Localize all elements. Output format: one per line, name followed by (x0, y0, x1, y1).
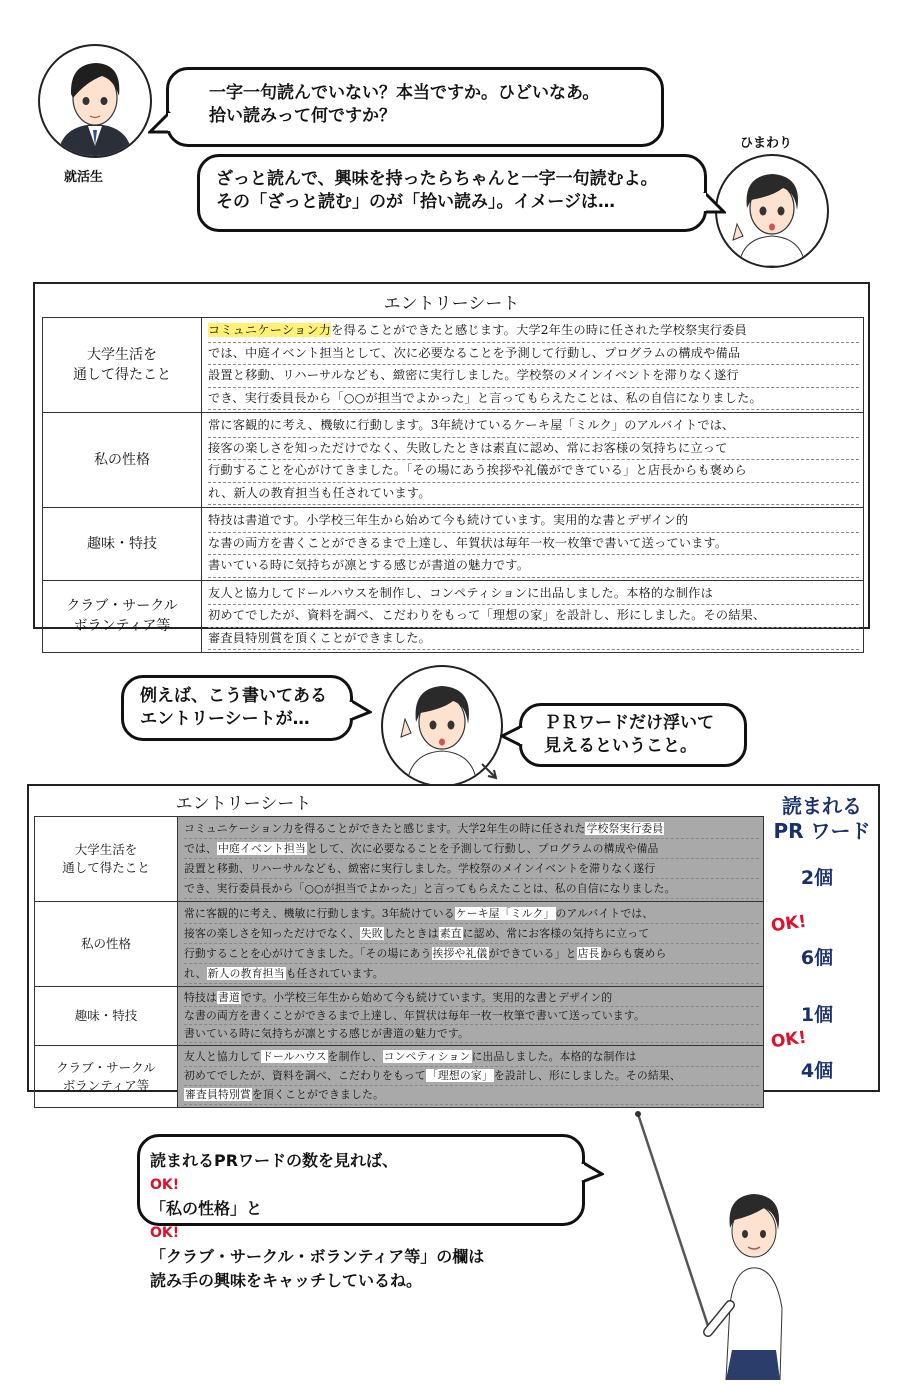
bubble-tail (500, 724, 524, 752)
pr-word: ドールハウス (261, 1050, 327, 1063)
text-line: 初めてでしたが、資料を調べ、こだわりをもって「理想の家」を設計し、形にしました。その結果、 (208, 605, 859, 628)
category-line: ボランティア等 (62, 1077, 150, 1093)
text-line: でき、実行委員長から「○○が担当でよかった」と言ってもらえたことは、私の自信になりました。 (184, 879, 759, 899)
student-avatar (38, 44, 152, 158)
highlighted-word: コミュニケーション力 (208, 323, 332, 337)
pr-word: コンペティション (383, 1050, 471, 1063)
text-line: な書の両方を書くことができるまで上達し、年賀状は毎年一枚一枚筆で書いて送っています。 (208, 533, 859, 556)
pr-word: 書道 (218, 991, 240, 1004)
category-line: 通して得たこと (73, 367, 171, 383)
bubble-line: その「ざっと読む」のが「拾い読み」。イメージは… (216, 192, 615, 212)
row-text (178, 1046, 764, 1108)
pr-count: 1個 (800, 1004, 834, 1026)
text-line: 友人と協力してドールハウスを制作し、コンペティションに出品しました。本格的な制作は (208, 583, 859, 606)
category-line: クラブ・サークル (56, 1059, 156, 1075)
pointer-tip-icon (635, 1111, 641, 1117)
row-text (202, 318, 864, 413)
row-text (178, 987, 764, 1046)
table-row (43, 508, 864, 581)
pr-count-header (767, 794, 877, 844)
text-line: 行動することを心がけてきました。「その場にあう挨拶や礼儀ができている」と店長からも褒めら (184, 944, 759, 964)
ok-badge: OK! (150, 1225, 180, 1241)
row-category (43, 580, 202, 653)
text-line: 友人と協力してドールハウスを制作し、コンペティションに出品しました。本格的な制作は (184, 1048, 759, 1067)
text-line: 接客の楽しさを知っただけでなく、失敗したときは素直に認め、常にお客様の気持ちに立って (208, 438, 859, 461)
text-line: 初めてでしたが、資料を調べ、こだわりをもって「理想の家」を設計し、形にしました。その結果、 (184, 1067, 759, 1086)
student-face-icon (40, 46, 150, 156)
bubble-line (150, 1149, 582, 1221)
text-line: コミュニケーション力を得ることができたと感じます。大学2年生の時に任された学校祭実行委員 (184, 819, 759, 839)
pr-count: 4個 (800, 1060, 834, 1082)
row-text (202, 508, 864, 581)
ok-badge: OK! (150, 1177, 180, 1193)
sheet-title: エントリーシート (175, 794, 312, 814)
row-text (202, 413, 864, 508)
table-row (43, 318, 864, 413)
pointing-hand-icon (478, 760, 502, 784)
row-text (202, 580, 864, 653)
teacher-figure (630, 1110, 820, 1380)
category-line: 通して得たこと (62, 860, 150, 875)
text-line: 書いている時に気持ちが凛とする感じが書道の魅力です。 (208, 555, 859, 578)
pr-word: 素直 (439, 927, 462, 940)
himawari-avatar (715, 154, 829, 268)
row-category: 趣味・特技 (43, 508, 202, 581)
himawari-label: ひまわり (740, 136, 793, 151)
entry-sheet-pr (27, 784, 880, 1101)
row-category (35, 1046, 178, 1108)
example-speech-bubble (121, 675, 353, 741)
row-category (35, 817, 178, 902)
row-category: 私の性格 (35, 902, 178, 987)
entry-sheet-pr-table (34, 816, 764, 1108)
himawari-face-icon (717, 156, 827, 266)
text-line: 特技は書道です。小学校三年生から始めて今も続けています。実用的な書とデザイン的 (208, 510, 859, 533)
text-line: れ、新人の教育担当も任されています。 (208, 483, 859, 506)
bubble-line: 見えるということ。 (544, 736, 697, 756)
text-line: な書の両方を書くことができるまで上達し、年賀状は毎年一枚一枚筆で書いて送っています。 (184, 1007, 759, 1025)
bubble-line: ＰＲワードだけ浮いて (544, 713, 714, 733)
bubble-line: 読み手の興味をキャッチしているね。 (150, 1271, 423, 1290)
category-line: 大学生活を (87, 347, 157, 363)
trousers-icon (726, 1350, 780, 1380)
pr-word: 学校祭実行委員 (586, 822, 664, 835)
ok-badge: OK! (769, 1027, 808, 1053)
entry-sheet-table (42, 317, 864, 653)
pr-word: 失敗 (360, 927, 383, 940)
row-category: 趣味・特技 (35, 987, 178, 1046)
pr-word: 「理想の家」 (426, 1069, 493, 1082)
text-line: 設置と移動、リハーサルなども、緻密に実行しました。学校祭のメインイベントを滞りなく遂行 (208, 365, 859, 388)
header-line: 読まれる (782, 794, 862, 818)
pr-word: ケーキ屋「ミルク」 (455, 907, 555, 920)
student-speech-bubble (166, 67, 664, 147)
table-row (35, 1046, 764, 1108)
bubble-tail (702, 190, 726, 218)
row-category (43, 318, 202, 413)
row-text (178, 817, 764, 902)
text-line: 設置と移動、リハーサルなども、緻密に実行しました。学校祭のメインイベントを滞りなく遂行 (184, 859, 759, 879)
header-line: PR ワード (773, 819, 871, 843)
pr-word-speech-bubble (519, 703, 747, 767)
text-line: では、中庭イベント担当として、次に必要なることを予測して行動し、プログラムの構成や備品 (208, 343, 859, 366)
table-row (35, 987, 764, 1046)
text-line: 接客の楽しさを知っただけでなく、失敗したときは素直に認め、常にお客様の気持ちに立って (184, 924, 759, 944)
entry-sheet (33, 282, 870, 645)
text-line: でき、実行委員長から「○○が担当でよかった」と言ってもらえたことは、私の自信になりました。 (208, 388, 859, 411)
bubble-line: 拾い読みって何ですか？ (209, 106, 396, 126)
text-line: 審査員特別賞を頂くことができました。 (208, 628, 859, 651)
category-line: クラブ・サークル (66, 598, 178, 615)
bubble-line: 一字一句読んでいない？本当ですか。ひどいなあ。 (209, 83, 600, 103)
category-line: 大学生活を (74, 842, 138, 857)
bubble-tail (348, 698, 372, 726)
table-row (43, 580, 864, 653)
bubble-text: 「クラブ・サークル・ボランティア等」の欄は (150, 1247, 485, 1266)
text-line: れ、新人の教育担当も任されています。 (184, 964, 759, 984)
table-row (43, 413, 864, 508)
pr-count: 2個 (800, 867, 834, 889)
student-label: 就活生 (64, 170, 104, 185)
table-row (35, 902, 764, 987)
row-category: 私の性格 (43, 413, 202, 508)
pr-word: 中庭イベント担当 (218, 842, 306, 855)
text-line: 審査員特別賞を頂くことができました。 (184, 1086, 759, 1105)
text-line: 常に客観的に考え、機敏に行動します。3年続けているケーキ屋「ミルク」のアルバイトでは、 (184, 904, 759, 924)
sheet-title: エントリーシート (383, 294, 520, 314)
pr-word: 挨拶や礼儀 (432, 947, 488, 960)
text-line: 行動することを心がけてきました。「その場にあう挨拶や礼儀ができている」と店長からも褒めら (208, 460, 859, 483)
bubble-line (150, 1221, 582, 1269)
text-line: では、中庭イベント担当として、次に必要なることを予測して行動し、プログラムの構成や備品 (184, 839, 759, 859)
text-line: 常に客観的に考え、機敏に行動します。3年続けているケーキ屋「ミルク」のアルバイトでは、 (208, 415, 859, 438)
pr-count: 6個 (800, 947, 834, 969)
table-row (35, 817, 764, 902)
text-line: 書いている時に気持ちが凛とする感じが書道の魅力です。 (184, 1025, 759, 1043)
text-line: コミュニケーション力を得ることができたと感じます。大学2年生の時に任された学校祭実行委員 (208, 320, 859, 343)
pointer-stick-icon (638, 1114, 710, 1332)
pr-word: 審査員特別賞 (185, 1088, 251, 1101)
bubble-line: エントリーシートが… (140, 709, 310, 729)
conclusion-speech-bubble (137, 1134, 585, 1290)
bubble-tail (580, 1160, 604, 1188)
bubble-line: 例えば、こう書いてある (140, 686, 327, 706)
himawari-speech-bubble (197, 154, 707, 232)
bubble-text: 「私の性格」と (150, 1199, 263, 1218)
row-text (178, 902, 764, 987)
pr-word: 新人の教育担当 (207, 967, 285, 980)
bubble-line: ざっと読んで、興味を持ったらちゃんと一字一句読むよ。 (216, 169, 658, 189)
ok-badge: OK! (769, 911, 808, 937)
text-line: 特技は書道です。小学校三年生から始めて今も続けています。実用的な書とデザイン的 (184, 989, 759, 1007)
category-line: ボランティア等 (73, 618, 171, 635)
pr-word: 店長 (577, 947, 600, 960)
bubble-text: 読まれるPRワードの数を見れば、 (150, 1151, 399, 1170)
bubble-tail (148, 110, 172, 140)
